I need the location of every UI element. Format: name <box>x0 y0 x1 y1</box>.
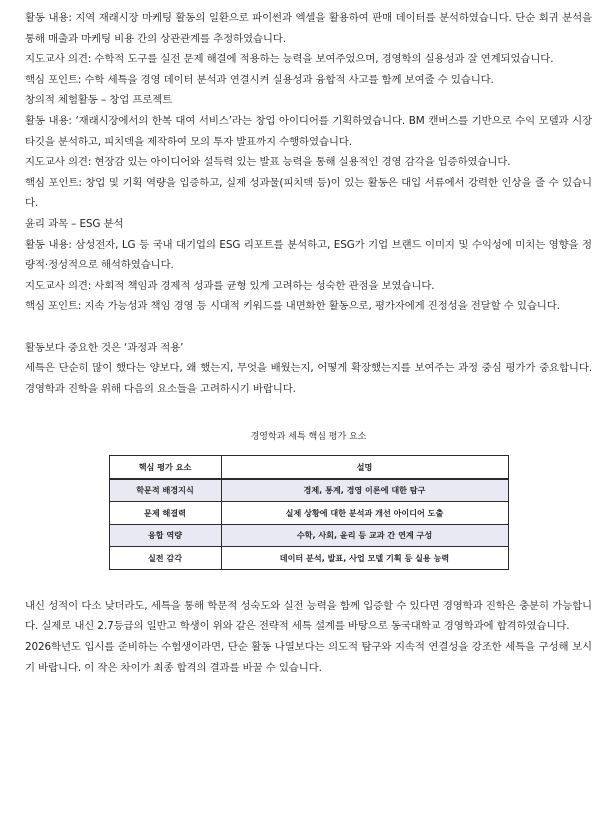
closing-paragraph: 내신 성적이 다소 낮더라도, 세특을 통해 학문적 성숙도와 실전 능력을 함께 입증할 수 있다면 경영학과 진학은 충분히 가능합니다. 실제로 내신 2.7등급의 일반고 학생이 위와 같은 전략적 세특 설계를 바탕으로 동국대학교 경영학과에 합격하였습니다. <box>25 599 592 633</box>
table-cell-description: 수학, 사회, 윤리 등 교과 간 연계 구성 <box>221 524 508 547</box>
activity-content-paragraph: 활동 내용: 지역 재래시장 마케팅 활동의 일환으로 파이썬과 엑셀을 활용하여 판매 데이터를 분석하였습니다. 단순 회귀 분석을 통해 매출과 마케팅 비용 간의 상관관계를 추정하였습니다. <box>25 12 592 45</box>
table-header-row <box>109 456 508 479</box>
teacher-comment-paragraph: 지도교사 의견: 사회적 책임과 경제적 성과를 균형 있게 고려하는 성숙한 관점을 보였습니다. <box>25 279 435 292</box>
document-body <box>25 8 592 678</box>
table-cell-description: 실제 상황에 대한 분석과 개선 아이디어 도출 <box>221 502 508 525</box>
teacher-comment-paragraph: 지도교사 의견: 현장감 있는 아이디어와 설득력 있는 발표 능력을 통해 실용적인 경영 감각을 입증하였습니다. <box>25 156 511 169</box>
table-cell-element: 실전 감각 <box>109 547 221 570</box>
table-cell-description: 경제, 통계, 경영 이론에 대한 탐구 <box>221 479 508 502</box>
table-header-cell: 핵심 평가 요소 <box>109 456 221 479</box>
evaluation-table <box>109 455 509 570</box>
key-point-paragraph: 핵심 포인트: 창업 및 기획 역량을 입증하고, 실제 성과물(피치덱 등)이 있는 활동은 대입 서류에서 강력한 인상을 줄 수 있습니다. <box>25 176 592 210</box>
activity-content-paragraph: 활동 내용: 삼성전자, LG 등 국내 대기업의 ESG 리포트를 분석하고, ESG가 기업 브랜드 이미지 및 수익성에 미치는 영향을 정량적·정성적으로 해석하였습니다. <box>25 238 592 272</box>
key-point-paragraph: 핵심 포인트: 수학 세특을 경영 데이터 분석과 연결시켜 실용성과 융합적 사고를 함께 보여줄 수 있습니다. <box>25 73 494 86</box>
key-point-paragraph: 핵심 포인트: 지속 가능성과 책임 경영 등 시대적 키워드를 내면화한 활동으로, 평가자에게 진정성을 전달할 수 있습니다. <box>25 300 560 313</box>
table-row <box>109 479 508 502</box>
teacher-comment-paragraph: 지도교사 의견: 수학적 도구를 실전 문제 해결에 적용하는 능력을 보여주었으며, 경영학의 실용성과 잘 연계되었습니다. <box>25 53 554 66</box>
table-row <box>109 502 508 525</box>
table-cell-element: 학문적 배경지식 <box>109 479 221 502</box>
closing-paragraph: 2026학년도 입시를 준비하는 수험생이라면, 단순 활동 나열보다는 의도적 탐구와 지속적 연결성을 강조한 세특을 구성해 보시기 바랍니다. 이 작은 차이가 최종 합격의 결과를 바꿀 수 있습니다. <box>25 640 592 674</box>
table-title: 경영학과 세특 핵심 평가 요소 <box>250 432 367 443</box>
table-row <box>109 547 508 570</box>
subsection-heading: 창의적 체험활동 – 창업 프로젝트 <box>25 94 173 107</box>
section-heading: 활동보다 중요한 것은 ‘과정과 적용’ <box>25 341 184 354</box>
table-row <box>109 524 508 547</box>
spacer <box>25 317 592 338</box>
section-body-paragraph: 세특은 단순히 많이 했다는 양보다, 왜 했는지, 무엇을 배웠는지, 어떻게 확장했는지를 보여주는 과정 중심 평가가 중요합니다. 경영학과 진학을 위해 다음의 요소들을 고려하시기 바랍니다. <box>25 362 592 395</box>
table-header-cell: 설명 <box>221 456 508 479</box>
subsection-heading: 윤리 과목 – ESG 분석 <box>25 217 124 230</box>
closing-section <box>25 596 592 678</box>
table-cell-element: 융합 역량 <box>109 524 221 547</box>
activity-content-paragraph: 활동 내용: ‘재래시장에서의 한복 대여 서비스’라는 창업 아이디어를 기획하였습니다. BM 캔버스를 기반으로 수익 모델과 시장 타깃을 분석하고, 피치덱을 제작하여 모의 투자 발표까지 수행하였습니다. <box>25 114 592 148</box>
table-cell-description: 데이터 분석, 발표, 사업 모델 기획 등 실용 능력 <box>221 547 508 570</box>
table-cell-element: 문제 해결력 <box>109 502 221 525</box>
